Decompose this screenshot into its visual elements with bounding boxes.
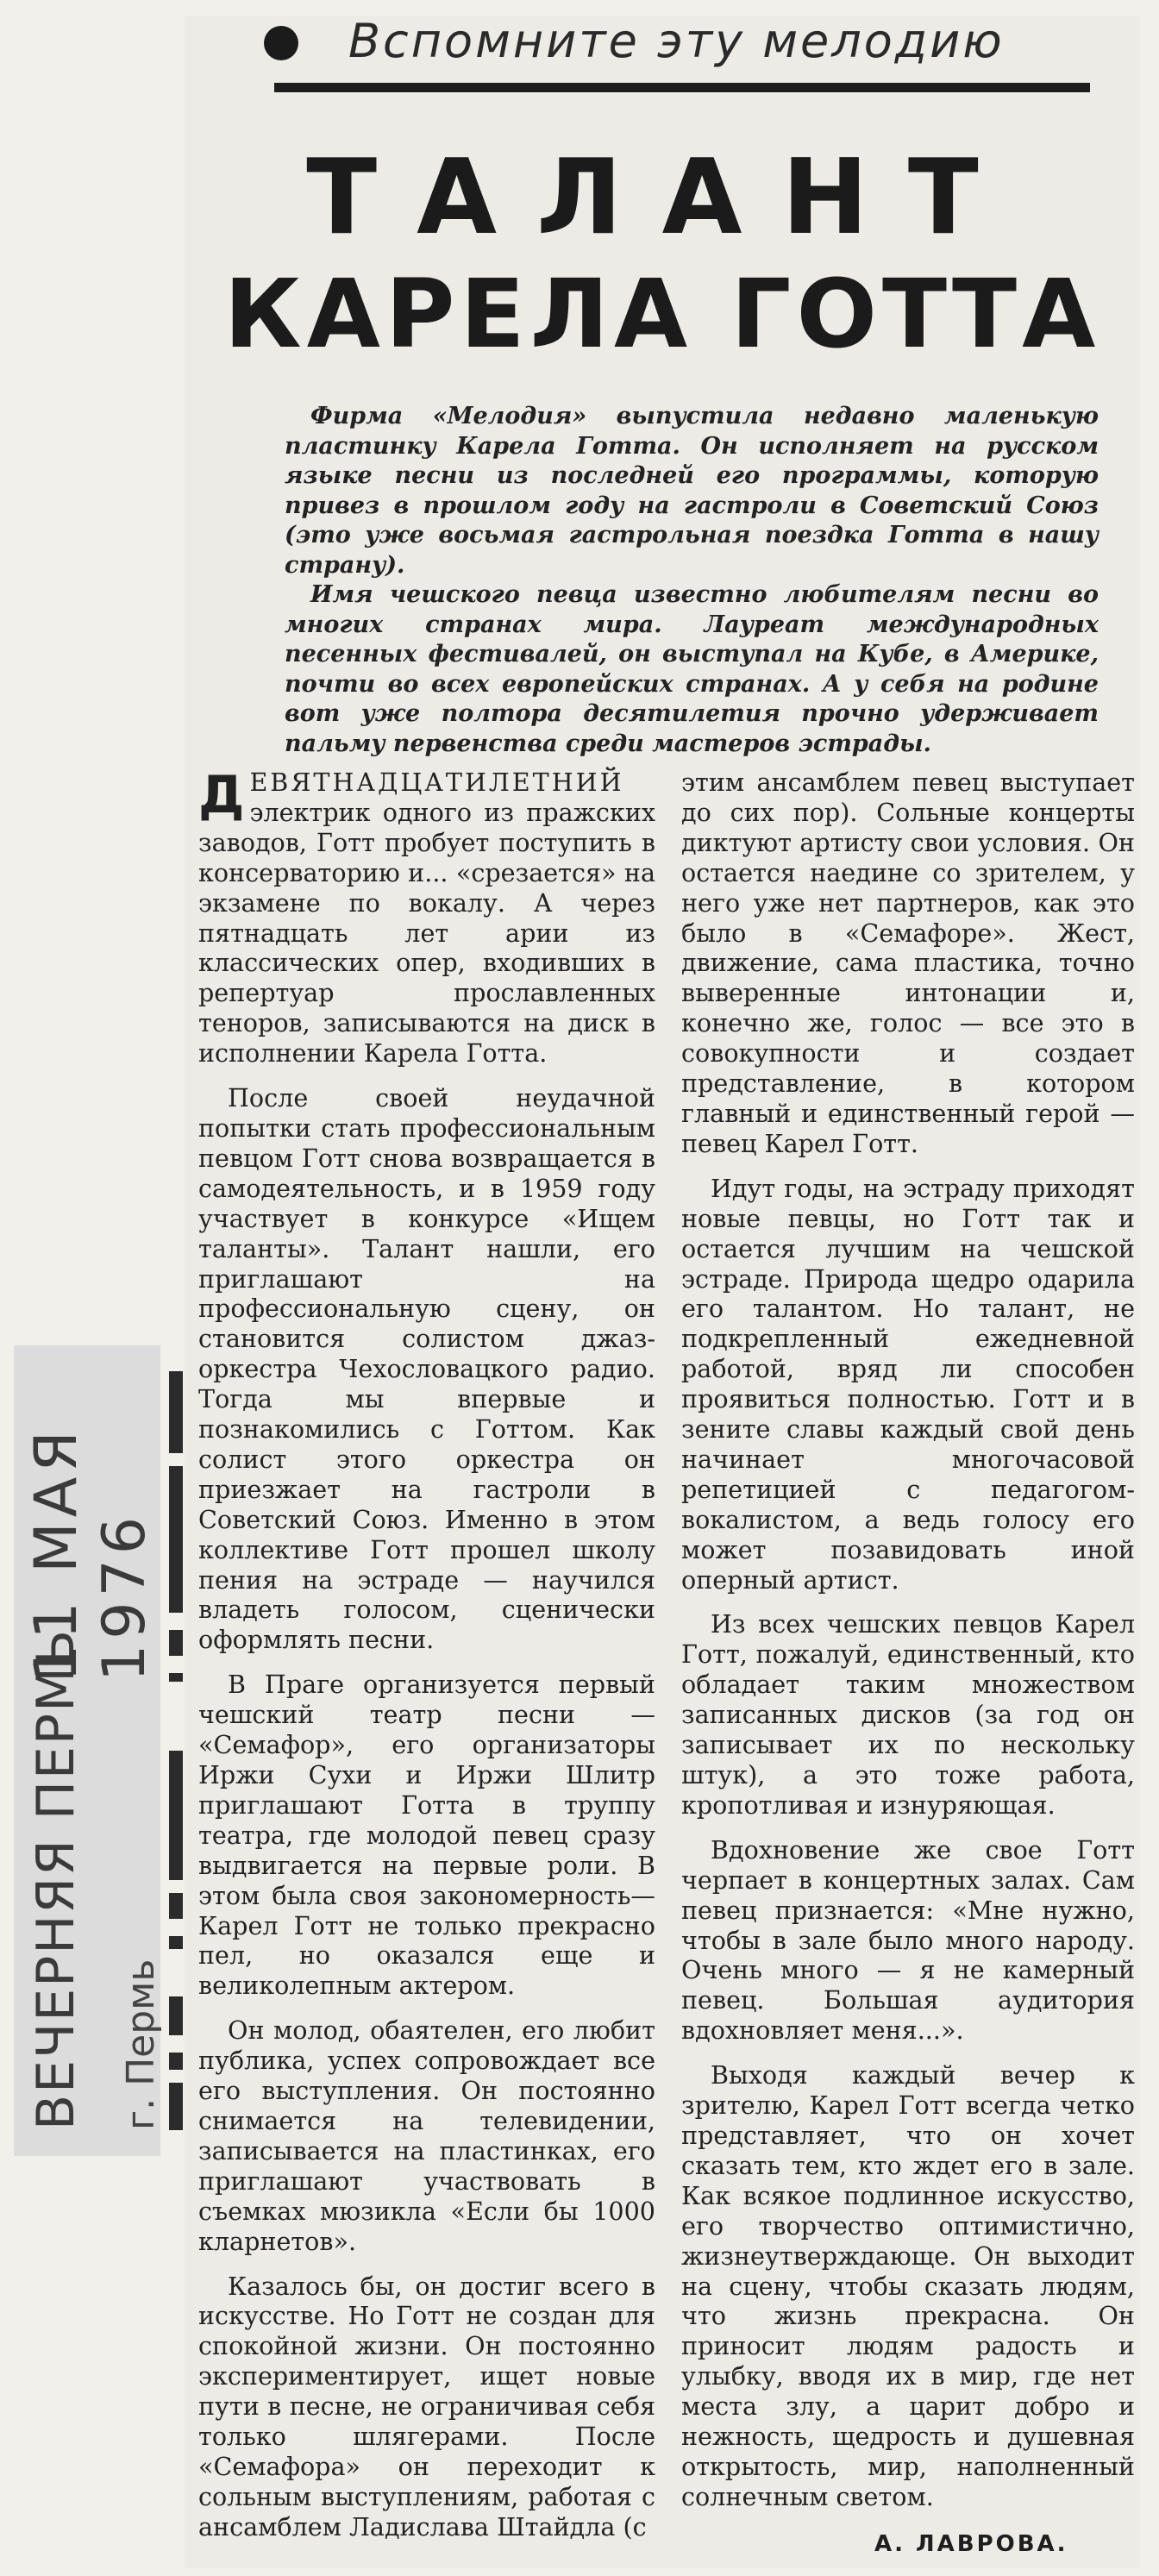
first-paragraph-text: электрик одного из пражских заводов, Готт пробует поступить в консерваторию и... «срезается» на экзамене по вокалу. А через пятнадцать лет арии из классических опер, входивших в репертуар прославленных теноров, записываются на диск в исполнении Карела Готта.: [198, 797, 655, 1069]
article-paragraph: После своей неудачной попытки стать профессиональным певцом Готт снова возвращается в самодеятельность, и в 1959 году участвует в конкурсе «Ищем таланты». Талант нашли, его приглашают на профессиональную сцену, он становится солистом джаз-оркестра Чехословацкого радио. Тогда мы впервые и познакомились с Готтом. Как солист этого оркестра он приезжает на гастроли в Советский Союз. Именно в этом коллективе Готт прошел школу пения на эстраде — научился владеть голосом, сценически оформлять песни.: [198, 1083, 655, 1655]
stamp-bar: [169, 1466, 183, 1613]
stamp-bar: [169, 2083, 183, 2130]
bullet-dot-icon: [264, 26, 298, 60]
stamp-bar: [169, 2053, 183, 2070]
first-paragraph: [198, 765, 655, 1069]
lead-paragraph: [285, 402, 1099, 759]
stamp-bar: [169, 1996, 183, 2035]
stamp-city: г. Пермь: [119, 1959, 163, 2130]
article-paragraph: Из всех чешских певцов Карел Готт, пожалуй, единственный, кто обладает таким множеством записанных дисков (за год он записывает их по нескольку штук), а это тоже работа, кропотливая и изнуряющая.: [681, 1609, 1135, 1820]
article-paragraph: этим ансамблем певец выступает до сих пор). Сольные концерты диктуют артисту свои условия. Он остается наедине со зрителем, у него уже нет партнеров, как это было в «Семафоре». Жест, движение, сама пластика, точно выверенные интонации и, конечно же, голос — все это в совокупности и создает представление, в котором главный и единственный герой — певец Карел Готт.: [681, 768, 1135, 1158]
headline-line-2: КАРЕЛА ГОТТА: [223, 259, 1101, 369]
article-paragraph: Выходя каждый вечер к зрителю, Карел Готт всегда четко представляет, что он хочет сказать тем, кто ждет его в зале. Как всякое подлинное искусство, его творчество оптимистично, жизнеутверждающе. Он выходит на сцену, чтобы сказать людям, что жизнь прекрасна. Он приносит людям радость и улыбку, вводя их в мир, где нет места злу, а царит добро и нежность, щедрость и душевная открытость, мир, наполненный солнечным светом.: [681, 2060, 1135, 2511]
author-signature: А. ЛАВРОВА.: [874, 2531, 1068, 2557]
rubric-title: Вспомните эту мелодию: [348, 14, 1005, 68]
lead-text-2: Имя чешского певца известно любителям песни во многих странах мира. Лауреат международных песенных фестивалей, он выступал на Кубе, в Америке, почти во всех европейских странах. А у себя на родине вот уже полтора десятилетия прочно удерживает пальму первенства среди мастеров эстрады.: [285, 581, 1099, 757]
article-paragraph: Он молод, обаятелен, его любит публика, успех сопровождает все его выступления. Он постоянно снимается на телевидении, записывается на пластинках, его приглашают участвовать в съемках мюзикла «Если бы 1000 кларнетов».: [198, 2015, 655, 2256]
drop-cap: Д: [198, 765, 245, 825]
lead-text-1: Фирма «Мелодия» выпустила недавно маленькую пластинку Карела Готта. Он исполняет на русском языке песни из последней его программы, которую привез в прошлом году на гастроли в Советский Союз (это уже восьмая гастрольная поездка Готта в нашу страну).: [285, 403, 1099, 579]
stamp-bar: [169, 1371, 183, 1453]
article-column-right: [681, 768, 1135, 2527]
stamp-bar: [169, 1673, 183, 1682]
stamp-bar: [169, 1751, 183, 1880]
article-paragraph: Идут годы, на эстраду приходят новые певцы, но Готт так и остается лучшим на чешской эстраде. Природа щедро одарила его талантом. Но талант, не подкрепленный ежедневной работой, вряд ли способен проявиться полностью. Готт и в зените славы каждый свой день начинает многочасовой репетицией с педагогом-вокалистом, а ведь голосу его может позавидовать иной оперный артист.: [681, 1173, 1135, 1595]
article-paragraph: Вдохновение же свое Готт черпает в концертных залах. Сам певец признается: «Мне нужно, чтобы в зале было много народу. Очень много — я не камерный певец. Большая аудитория вдохновляет меня...».: [681, 1834, 1135, 2046]
rubric-header: [185, 12, 1140, 72]
stamp-bar: [169, 1893, 183, 1919]
article-paragraph: Казалось бы, он достиг всего в искусстве. Но Готт не создан для спокойной жизни. Он постоянно экспериментирует, ищет новые пути в песне, не ограничивая себя только шлягерами. После «Семафора» он переходит к сольным выступлениям, работая с ансамблем Ладислава Штайдла (с: [198, 2271, 655, 2542]
stamp-newspaper-name: ВЕЧЕРНЯЯ ПЕРМЬ: [26, 1627, 86, 2130]
article-paragraph: В Праге организуется первый чешский театр песни — «Семафор», его организаторы Иржи Сухи и Иржи Шлитр приглашают Готта в труппу театра, где молодой певец сразу выдвигается на первые роли. В этом была своя закономерность—Карел Готт не только прекрасно пел, но оказался еще и великолепным актером.: [198, 1670, 655, 2001]
lead-in-word: ЕВЯТНАДЦАТИЛЕТНИЙ: [249, 768, 624, 797]
stamp-date: 11 МАЯ 1976: [22, 1426, 159, 1682]
article-column-left: [198, 765, 655, 2557]
rubric-rule: [274, 83, 1090, 92]
headline-line-1: ТАЛАНТ: [306, 138, 1018, 258]
stamp-bar: [169, 1630, 183, 1656]
stamp-bar: [169, 1936, 183, 1949]
